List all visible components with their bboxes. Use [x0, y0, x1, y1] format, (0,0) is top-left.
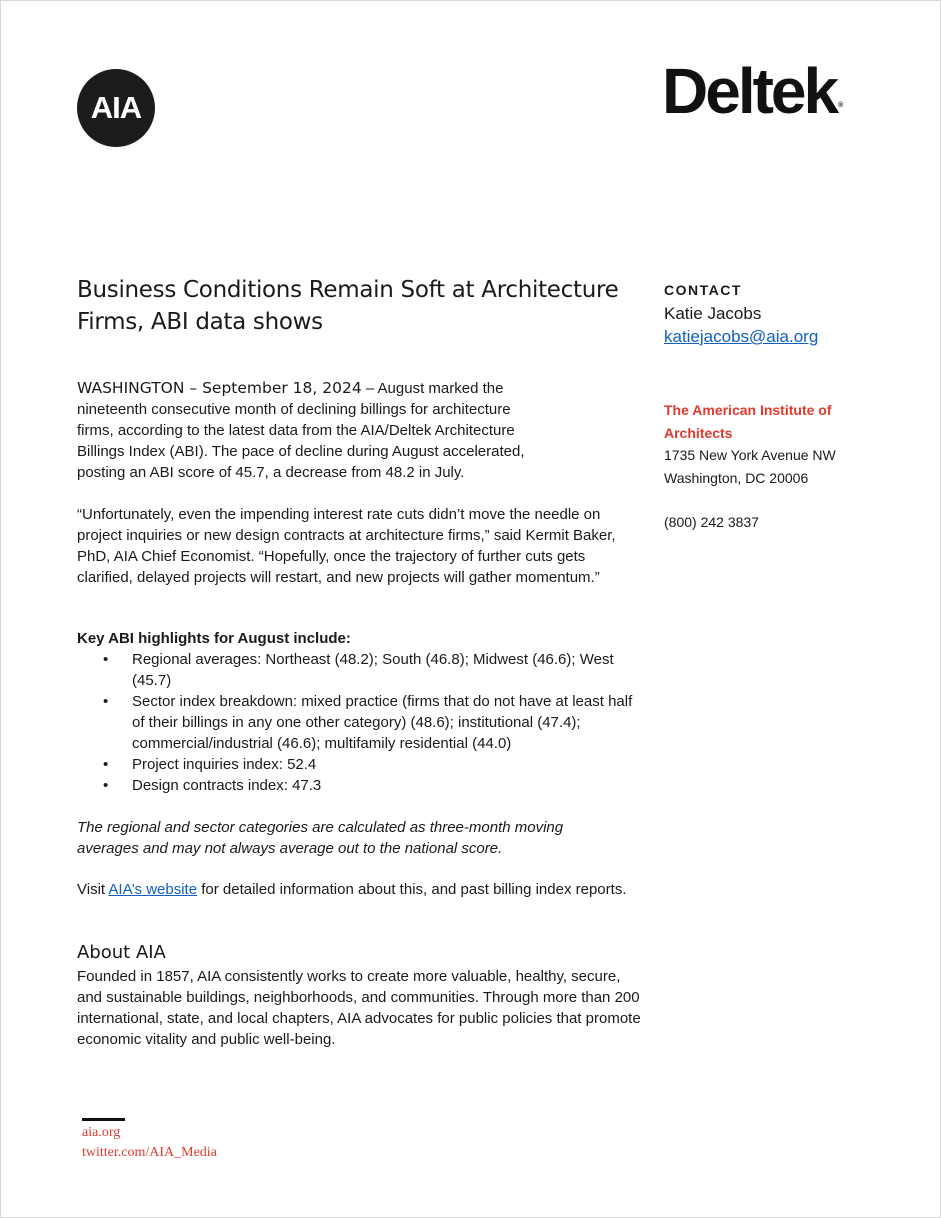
deltek-registered-mark: ® [838, 102, 844, 109]
org-name-line-2: Architects [664, 424, 733, 441]
highlights-section [77, 628, 642, 796]
highlight-contracts: Design contracts index: 47.3 [132, 777, 322, 794]
visit-paragraph [77, 879, 642, 900]
highlights-list [77, 649, 642, 796]
highlight-inquiries: Project inquiries index: 52.4 [132, 756, 317, 773]
highlight-sector: Sector index breakdown: mixed practice (firms that do not have at least half of their billings in any one other category) (48.6); institutional (47.4); commercial/industrial (46.6); multifamily residential (44.0) [132, 693, 633, 752]
quote-paragraph: “Unfortunately, even the impending interest rate cuts didn’t move the needle on project inquiries or new design contracts at architecture firms,” said Kermit Baker, PhD, AIA Chief Economist. “Hopefully, once the trajectory of further cuts gets clarified, delayed projects will restart, and new projects will gather momentum.” [77, 506, 616, 586]
list-item [77, 691, 642, 754]
aia-website-link[interactable]: AIA’s website [108, 881, 198, 898]
list-item [77, 649, 642, 691]
aia-logo [77, 69, 155, 147]
deltek-logo [662, 55, 844, 127]
about-paragraph: Founded in 1857, AIA consistently works to create more valuable, healthy, secure, and sustainable buildings, neighborhoods, and communities. Through more than 200 international, state, and local chapters, AIA advocates for public policies that promote economic vitality and public well-being. [77, 968, 641, 1048]
methodology-note: The regional and sector categories are calculated as three-month moving averages and may not always average out to the national score. [77, 819, 564, 857]
footer-twitter-link[interactable]: twitter.com/AIA_Media [82, 1145, 217, 1160]
aia-logo-text: AIA [90, 90, 142, 125]
bullet-icon: • [103, 651, 109, 668]
address-line-2: Washington, DC 20006 [664, 469, 809, 486]
contact-email-link[interactable]: katiejacobs@aia.org [664, 327, 819, 346]
list-item [77, 775, 642, 796]
lead-text: – August marked the nineteenth consecutive month of declining billings for architecture firms, according to the latest data from the AIA/Deltek Architecture Billings Index (ABI). The pace of decline during August accelerated, posting an ABI score of 45.7, a decrease from 48.2 in July. [77, 380, 525, 481]
address-line-1: 1735 New York Avenue NW [664, 447, 836, 463]
dateline: WASHINGTON – September 18, 2024 [77, 379, 362, 397]
bullet-icon: • [103, 777, 109, 794]
contact-name: Katie Jacobs [664, 304, 762, 323]
deltek-logo-text: Deltek [662, 55, 837, 127]
highlight-regional: Regional averages: Northeast (48.2); South (46.8); Midwest (46.6); West (45.7) [132, 651, 614, 689]
visit-suffix: for detailed information about this, and past billing index reports. [197, 881, 627, 898]
about-heading: About AIA [77, 942, 166, 963]
bullet-icon: • [103, 756, 109, 773]
contact-email-wrap [664, 327, 904, 347]
org-name-line-1: The American Institute of [664, 402, 832, 418]
list-item [77, 754, 642, 775]
footer-rule [82, 1118, 125, 1121]
footer-site-link[interactable]: aia.org [82, 1125, 121, 1140]
visit-prefix: Visit [77, 881, 109, 898]
org-address-block [664, 399, 904, 489]
bullet-icon: • [103, 693, 109, 710]
contact-phone: (800) 242 3837 [664, 514, 759, 530]
contact-label: CONTACT [664, 282, 742, 298]
highlights-heading: Key ABI highlights for August include: [77, 630, 351, 647]
headline: Business Conditions Remain Soft at Architecture Firms, ABI data shows [77, 277, 619, 335]
lead-paragraph [77, 378, 547, 483]
